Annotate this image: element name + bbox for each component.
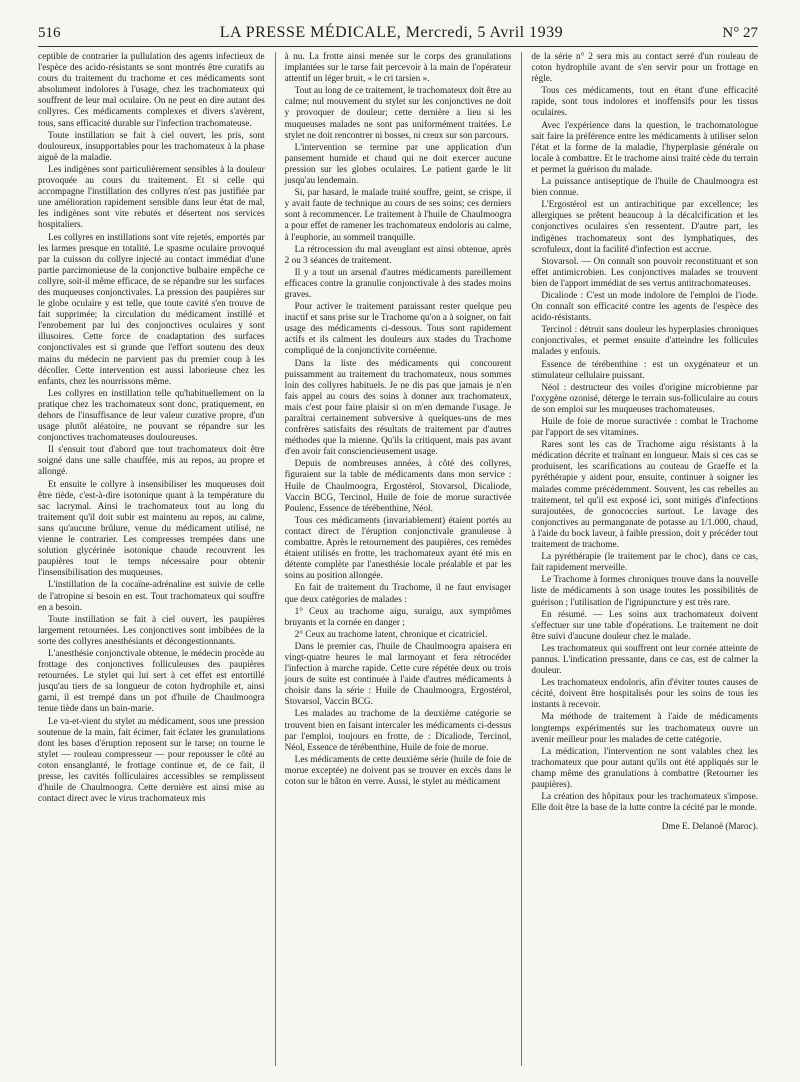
article-paragraph: Il y a tout un arsenal d'autres médicaments pareillement efficaces contre la granulie conjonctivale à des stades moins graves. <box>284 267 512 300</box>
article-paragraph: L'intervention se termine par une application d'un pansement humide et chaud qui ne doit exercer aucune pression sur les globes oculaires. Le patient garde le lit jusqu'au lendemain. <box>284 142 512 187</box>
article-paragraph: La pyréthérapie (le traitement par le choc), dans ce cas, fait rapidement merveille. <box>531 552 759 574</box>
article-paragraph: Ma méthode de traitement à l'aide de médicaments longtemps expérimentés sur les trachomateux ouvre un avenir meilleur pour les malades de cette catégorie. <box>531 712 759 745</box>
author-signature: Dme E. Delanoë (Maroc). <box>661 822 759 833</box>
article-paragraph: Les collyres en instillations sont vite rejetés, emportés par les larmes presque en totalité. Le spasme oculaire provoqué par la cuisson du collyre injecté au contact immédiat d'une partie parcimonieuse de la conjonctive bulbaire empêche ce collyre, soit-il même efficace, de se répandre sur les surfaces des muqueuses conjonctivales. La pression des paupières sur le globe oculaire y est telle, que toute cavité s'en trouve de fait supprimée; la circulation du médicament instillé et l'enrobement par lui des conjonctives oculaires y sont illusoires. Cette force de coadaptation des surfaces conjonctivales est si grande que l'effort soutenu des deux mains du médecin ne parvient pas du premier coup à les décoller. Cette intervention est aussi laborieuse chez les enfants, chez les nourrissons même. <box>38 232 265 387</box>
page-number: 516 <box>38 24 61 41</box>
page-header <box>38 20 758 47</box>
article-paragraph: Stovarsol. — On connaît son pouvoir reconstituant et son effet antimicrobien. Les conjonctives malades se trouvent bien de l'apport immédiat de ses vertus antitrachomateuses. <box>531 256 759 289</box>
article-paragraph: L'anesthésie conjonctivale obtenue, le médecin procède au frottage des conjonctives folliculeuses des paupières retournées. Le stylet qui lui sert à cet effet est entortillé jusqu'au tiers de sa longueur de coton hydrophile et, ainsi garni, il est trempé dans un pot d'huile de Chaulmoogra tenue tiède dans un bain-marie. <box>38 648 265 715</box>
article-paragraph: Toute instillation se fait à ciel ouvert, les pris, sont douloureux, insupportables pour les trachomateux à la phase aiguë de la maladie. <box>38 130 265 163</box>
article-paragraph: Si, par hasard, le malade traité souffre, geint, se crispe, il y avait faute de technique au cours de ses soins; ces derniers sont à recommencer. Le traitement à l'huile de Chaulmoogra a pour effet de ramener les trachomateux endoloris au calme, à l'euphorie, au sommeil tranquille. <box>284 188 512 243</box>
article-paragraph: à nu. La frotte ainsi menée sur le corps des granulations implantées sur le tarse fait percevoir à la main de l'opérateur attentif un léger bruit, « le cri tarsien ». <box>284 52 512 85</box>
article-paragraph: Les indigènes sont particulièrement sensibles à la douleur provoquée au cours du traitement. Et si celle qui accompagne l'instillation des collyres n'est pas justifiée par une amélioration rapidement sensible dans leur état de mal, les indigènes sont vite rebutés et désertent nos services hospitaliers. <box>38 164 265 231</box>
article-columns <box>38 52 758 1066</box>
article-paragraph: Rares sont les cas de Trachome aigu résistants à la médication décrite et traînant en longueur. Mais si ces cas se produisent, les scarifications au couteau de Graeffe et la pyréthérapie y aident pour, ensuite, continuer à soigner les malades comme précédemment. Souvent, les cas rebelles au traitement, tel qu'il est exposé ici, sont mitigés d'infections surajoutées, de gonococcies surtout. Le lavage des conjonctives au permanganate de potasse au 1/1.000, chaud, à l'aide du bock laveur, à faible pression, doit y précéder tout traitement de trachome. <box>531 440 759 551</box>
column-3 <box>521 52 758 1066</box>
article-paragraph: Essence de térébenthine : est un oxygénateur et un stimulateur cellulaire puissant. <box>531 359 759 381</box>
article-paragraph: Les trachomateux endoloris, afin d'éviter toutes causes de cécité, doivent être hospitalisés pour les soins de tous les instants à recevoir. <box>531 678 759 711</box>
article-paragraph: Dans le premier cas, l'huile de Chaulmoogra apaisera en vingt-quatre heures le mal larmoyant et fera rétrocéder l'infection à marche rapide. Cette cure répétée deux ou trois jours de suite est continuée à l'aide d'autres médicaments à choisir dans la série : Huile de Chaulmoogra, Ergostérol, Stovarsol, Vaccin BCG. <box>284 641 512 708</box>
article-paragraph: L'instillation de la cocaïne-adrénaline est suivie de celle de l'atropine si besoin en est. Tout trachomateux qui souffre en a besoin. <box>38 580 265 613</box>
article-paragraph: Pour activer le traitement paraissant rester quelque peu inactif et sans prise sur le Trachome qu'on a à soigner, on fait usage des médicaments ci-dessous. Tous sont rapidement actifs et ils calment les douleurs aux stades du Trachome compliqué de la conjonctivite cornéenne. <box>284 302 512 357</box>
article-paragraph: ceptible de contrarier la pullulation des agents infectieux de l'espèce des acido-résistants se sont montrés être curatifs au cours du traitement du trachome et ces médicaments sont absolument indolores à l'usage, chez les trachomateux qui souffrent de leur mal oculaire. On ne peut en dire autant des collyres. Ces médicaments complexes et divers s'avèrent, tous, sans efficacité durable sur l'infection trachomateuse. <box>38 52 265 129</box>
article-paragraph: Dicaliode : C'est un mode indolore de l'emploi de l'iode. On connaît son efficacité contre les agents de l'espèce des acido-résistants. <box>531 290 759 324</box>
article-paragraph: 1° Ceux au trachome aigu, suraigu, aux symptômes bruyants et la cornée en danger ; <box>284 606 512 628</box>
article-paragraph: Les collyres en instillation telle qu'habituellement on la pratique chez les trachomateux sont donc, pratiquement, en dehors de l'insuffisance de leur valeur curative propre, d'un usage plutôt aléatoire, ne pouvant se répandre sur les conjonctives trachomateuses douloureuses. <box>38 388 265 444</box>
article-paragraph: Tercinol : détruit sans douleur les hyperplasies chroniques conjonctivales, et permet ensuite d'atteindre les follicules malades y enfouis. <box>531 325 759 358</box>
article-paragraph: Le Trachome à formes chroniques trouve dans la nouvelle liste de médicaments à son usage toutes les possibilités de guérison ; l'utilisation de l'ignipuncture y est très rare. <box>531 575 759 608</box>
article-paragraph: La médication, l'intervention ne sont valables chez les trachomateux que pour autant qu'ils ont été appliqués sur le champ même des granulations à combattre (Retourner les paupières). <box>531 746 759 790</box>
issue-number: N° 27 <box>722 24 758 41</box>
article-paragraph: L'Ergostérol est un antirachitique par excellence; les allergiques se prêtent beaucoup à la décalcification et les conjonctives oculaires s'en ressentent. D'autre part, les indigènes trachomateux sont des lymphatiques, des scrofuleux, dont la facilité d'infection est accrue. <box>531 200 759 255</box>
article-paragraph: Dans la liste des médicaments qui concourent puissamment au traitement du trachomateux, nous sommes loin des collyres habituels. Je ne dis pas que jamais je n'en fais appel au cours des soins à donner aux trachomateux, mais c'est pour faire plaisir si on m'en demande l'usage. Je paraîtrai certainement subversive à quelques-uns de mes confrères satisfaits des résultats de traitement par d'autres méthodes que la mienne. Qu'ils la critiquent, mais pas avant d'en avoir fait consciencieusement usage. <box>284 358 512 458</box>
article-paragraph: 2° Ceux au trachome latent, chronique et cicatriciel. <box>294 629 488 640</box>
column-2 <box>275 52 512 1066</box>
article-paragraph: Tous ces médicaments, tout en étant d'une efficacité rapide, sont tous indolores et inoffensifs pour les tissus oculaires. <box>531 86 759 119</box>
article-paragraph: Le va-et-vient du stylet au médicament, sous une pression soutenue de la main, fait écimer, fait éclater les granulations dont les bases d'éruption reposent sur le tarse; on tourne le stylet — rouleau compresseur — pour repousser le côté au coton ensanglanté, le frottage continue et, de ce fait, il presse, les cavités folliculaires accessibles se remplissent d'huile de Chaulmoogra. Cette dernière est ainsi mise au contact direct avec le virus trachomateux mis <box>38 716 265 805</box>
article-paragraph: Et ensuite le collyre à insensibiliser les muqueuses doit être tiède, c'est-à-dire isotonique quant à la température du sac lacrymal. Ainsi le trachomateux tout au long du traitement qu'il doit subir est maintenu au repos, au calme, sans qu'aucune brûlure, venue du médicament utilisé, ne vienne le contrarier. Les compresses trempées dans une solution glycérinée isotonique chaude recouvrent les paupières tout le temps nécessaire pour obtenir l'insensibilisation des muqueuses. <box>38 479 265 579</box>
article-paragraph: La rétrocession du mal aveuglant est ainsi obtenue, après 2 ou 3 séances de traitement. <box>284 244 512 266</box>
journal-title: LA PRESSE MÉDICALE, Mercredi, 5 Avril 1939 <box>219 24 564 41</box>
article-paragraph: Tout au long de ce traitement, le trachomateux doit être au calme; nul mouvement du stylet sur les conjonctives ne doit y provoquer de douleur; cette dernière a lieu si les muqueuses malades ne sont pas uniformément traitées. Le stylet ne doit rencontrer ni bosses, ni creux sur son parcours. <box>284 86 512 141</box>
article-paragraph: Les médicaments de cette deuxième série (huile de foie de morue exceptée) ne doivent pas se trouver en excès dans le coton sur le bâton en verre. Aussi, le stylet au médicament <box>284 754 512 787</box>
article-paragraph: Avec l'expérience dans la question, le trachomatologue sait faire la préférence entre les médicaments à utiliser selon l'état et la forme de la maladie, l'hyperplasie générale ou locale à combattre. Et le trachome ainsi traité cède du terrain et permet la guérison du malade. <box>531 120 759 175</box>
article-paragraph: Depuis de nombreuses années, à côté des collyres, figuraient sur la table de médicaments dans mon service : Huile de Chaulmoogra, Ergostérol, Stovarsol, Dicaliode, Vaccin BCG, Tercinol, Huile de foie de morue suractivée Poulenc, Essence de térébenthine, Néol. <box>284 459 512 514</box>
article-paragraph: Les trachomateux qui souffrent ont leur cornée atteinte de pannus. L'indication pressante, dans ce cas, est de calmer la douleur. <box>531 643 759 677</box>
article-paragraph: En fait de traitement du Trachome, il ne faut envisager que deux catégories de malades : <box>284 583 512 605</box>
article-paragraph: Tous ces médicaments (invariablement) étaient portés au contact direct de l'éruption conjonctivale granuleuse à combattre. Après le retournement des paupières, ces remèdes étaient utilisés en frotte, les trachomateux ayant été mis en détente complète par l'anesthésie locale préalable et par les soins au position allongée. <box>284 515 512 582</box>
article-paragraph: La puissance antiseptique de l'huile de Chaulmoogra est bien connue. <box>531 177 759 199</box>
article-paragraph: Néol : destructeur des voiles d'origine microbienne par l'oxygène ozonisé, déterge le terrain sus-folliculaire au cours de son emploi sur les muqueuses trachomateuses. <box>531 382 759 415</box>
article-paragraph: Toute instillation se fait à ciel ouvert, les paupières largement retournées. Les conjonctives sont imbibées de la sorte des collyres anesthésiants et décongestionnants. <box>38 614 265 647</box>
article-paragraph: En résumé. — Les soins aux trachomateux doivent s'effectuer sur une table d'opérations. Le traitement ne doit être suivi d'aucune douleur chez le malade. <box>531 609 759 642</box>
article-paragraph: de la série n° 2 sera mis au contact serré d'un rouleau de coton hydrophile avant de s'en servir pour un frottage en règle. <box>531 52 759 85</box>
article-paragraph: Il s'ensuit tout d'abord que tout trachomateux doit être soigné dans une salle chauffée, mis au repos, au propre et allongé. <box>38 445 265 478</box>
article-paragraph: La création des hôpitaux pour les trachomateux s'impose. Elle doit être la base de la lutte contre la cécité par le monde. <box>531 792 759 814</box>
article-paragraph: Huile de foie de morue suractivée : combat le Trachome par l'apport de ses vitamines. <box>531 417 759 439</box>
article-paragraph: Les malades au trachome de la deuxième catégorie se trouvent bien en faisant intercaler les médicaments ci-dessus par l'emploi, toujours en frotte, de : Dicaliode, Tercinol, Néol, Essence de térébenthine, Huile de foie de morue. <box>284 709 512 753</box>
column-1 <box>38 52 265 1066</box>
